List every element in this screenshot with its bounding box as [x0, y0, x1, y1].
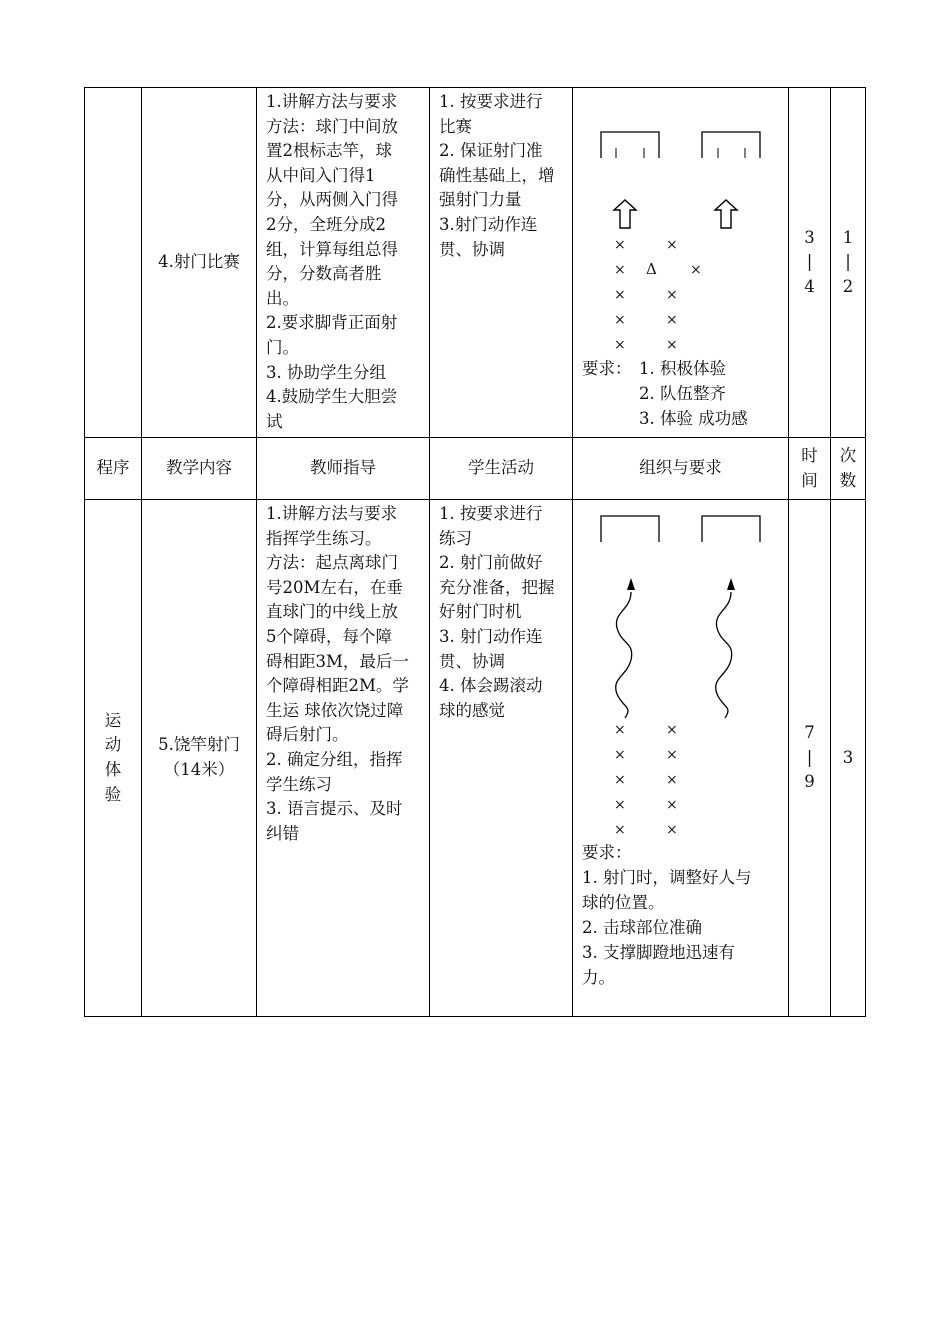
- teacher-line: 4.鼓励学生大胆尝: [266, 387, 398, 407]
- requirement-item: 2. 击球部位准确: [582, 918, 702, 937]
- player-mark: ×: [666, 747, 678, 763]
- content-cell-2: [142, 500, 257, 1017]
- teacher-cell-1: [257, 88, 430, 438]
- header-time: [789, 438, 831, 500]
- teacher-line: 指挥学生练习。: [266, 528, 382, 548]
- student-line: 3.射门动作连: [439, 214, 538, 234]
- player-mark: ×: [614, 747, 626, 763]
- procedure-cell-2: [85, 500, 142, 1017]
- student-line: 1. 按要求进行: [439, 92, 543, 111]
- count-cell-1: [831, 88, 866, 438]
- student-line: 1. 按要求进行: [439, 504, 543, 523]
- count-cell-2: [831, 500, 866, 1017]
- org-cell-2: [573, 500, 789, 1017]
- teacher-line: 2分，全班分成2: [266, 214, 386, 234]
- requirement-item: 3. 支撑脚蹬地迅速有: [582, 943, 735, 962]
- goal-left: [601, 516, 659, 542]
- teacher-line: 碍后射门。: [266, 725, 349, 745]
- time-line: 3: [804, 227, 815, 247]
- row-shooting-match: [85, 88, 866, 438]
- row-dribble-shoot: [85, 500, 866, 1017]
- count-value: [831, 226, 865, 300]
- procedure-line: 动: [104, 735, 122, 755]
- header-procedure: 程序: [85, 438, 142, 500]
- content-text: （14米）: [163, 760, 235, 779]
- arrow-up-icon: [614, 200, 636, 228]
- requirement-label: 要求：: [582, 843, 632, 862]
- header-org: 组织与要求: [573, 438, 789, 500]
- procedure-cell-1: [85, 88, 142, 438]
- teacher-line: 门。: [266, 337, 299, 357]
- count-line: 2: [842, 276, 854, 296]
- count-line: 3: [842, 747, 854, 767]
- student-line: 确性基础上，增: [439, 165, 555, 185]
- time-cell-2: [789, 500, 831, 1017]
- requirement-item: 1. 积极体验: [639, 359, 726, 378]
- teacher-guidance: [257, 500, 429, 846]
- time-value: [789, 226, 830, 300]
- student-line: 4. 体会踢滚动: [439, 676, 543, 696]
- content-cell-1: [142, 88, 257, 438]
- student-line: 球的感觉: [439, 700, 505, 720]
- teacher-line: 方法：起点离球门: [266, 553, 398, 573]
- header-content: 教学内容: [142, 438, 257, 500]
- player-mark: ×: [690, 262, 702, 278]
- student-line: 练习: [439, 528, 472, 548]
- player-mark: ×: [614, 237, 626, 253]
- goal-right: [702, 132, 760, 158]
- teacher-line: 生运 球依次饶过障: [266, 700, 404, 720]
- content-text: 4.射门比赛: [158, 252, 240, 272]
- teacher-guidance: [257, 88, 429, 434]
- teacher-line: 学生练习: [266, 774, 332, 794]
- player-mark: ×: [666, 797, 678, 813]
- teacher-line: 直球门的中线上放: [266, 602, 398, 622]
- student-line: 充分准备，把握: [439, 577, 555, 597]
- student-cell-2: [430, 500, 573, 1017]
- player-mark: ×: [666, 312, 678, 328]
- student-line: 贯、协调: [439, 651, 505, 671]
- teacher-line: 2. 确定分组，指挥: [266, 749, 403, 769]
- requirement-item: 2. 队伍整齐: [639, 384, 726, 403]
- player-mark: ×: [666, 822, 678, 838]
- teacher-line: 试: [266, 411, 283, 431]
- student-line: 2. 射门前做好: [439, 553, 543, 573]
- org-cell-1: [573, 88, 789, 438]
- teacher-line: 3. 协助学生分组: [266, 362, 386, 382]
- student-activity: [430, 500, 572, 723]
- teacher-line: 分，从两侧入门得: [266, 190, 398, 210]
- count-line: 1: [842, 227, 854, 247]
- time-line: |: [806, 747, 813, 767]
- arrow-up-icon: [715, 200, 737, 228]
- header-student: 学生活动: [430, 438, 573, 500]
- requirement-item: 力。: [582, 968, 615, 987]
- player-mark: ×: [666, 237, 678, 253]
- student-line: 比赛: [439, 116, 472, 136]
- arrow-head-icon: [727, 578, 735, 590]
- time-line: 7: [804, 723, 815, 743]
- procedure-line: 验: [104, 784, 122, 804]
- player-mark: ×: [614, 262, 626, 278]
- player-mark: ×: [614, 312, 626, 328]
- player-mark: ×: [666, 772, 678, 788]
- time-line: |: [806, 252, 813, 272]
- teacher-line: 出。: [266, 288, 299, 308]
- formation-diagram-2: [573, 500, 789, 1016]
- player-mark: ×: [666, 287, 678, 303]
- player-mark: ×: [614, 287, 626, 303]
- teacher-line: 1.讲解方法与要求: [266, 504, 398, 523]
- player-mark: ×: [666, 722, 678, 738]
- time-line: 9: [804, 772, 815, 792]
- teacher-line: 号20M左右，在垂: [266, 577, 403, 597]
- count-line: |: [845, 252, 851, 272]
- procedure-text: [85, 709, 141, 807]
- header-time-line: 时: [801, 445, 818, 465]
- teacher-line: 组，计算每组总得: [266, 239, 398, 259]
- header-time-line: 间: [801, 470, 818, 490]
- header-count: [831, 438, 866, 500]
- formation-diagram-1: [573, 88, 789, 437]
- teacher-line: 置2根标志竿，球: [266, 141, 392, 161]
- teacher-line: 2.要求脚背正面射: [266, 313, 398, 333]
- teacher-line: 个障碍相距2M。学: [266, 676, 409, 696]
- player-mark: ×: [614, 822, 626, 838]
- teacher-cell-2: [257, 500, 430, 1017]
- requirement-item: 3. 体验 成功感: [639, 409, 748, 428]
- procedure-line: 体: [104, 760, 122, 779]
- time-cell-1: [789, 88, 831, 438]
- player-mark: ×: [614, 772, 626, 788]
- dribble-path-left: [616, 592, 632, 718]
- count-value: [831, 746, 865, 771]
- student-line: 好射门时机: [439, 602, 522, 622]
- teacher-line: 5个障碍，每个障: [266, 626, 392, 646]
- student-cell-1: [430, 88, 573, 438]
- teacher-line: 纠错: [266, 823, 299, 843]
- content-text: 5.饶竿射门: [158, 735, 240, 755]
- goal-right: [702, 516, 760, 542]
- requirement-item: 球的位置。: [582, 893, 665, 912]
- student-line: 贯、协调: [439, 239, 505, 259]
- teacher-line: 1.讲解方法与要求: [266, 92, 398, 111]
- player-mark: ×: [614, 337, 626, 353]
- teacher-line: 分，分数高者胜: [266, 264, 382, 284]
- time-value: [789, 721, 830, 795]
- student-line: 2. 保证射门准: [439, 141, 543, 161]
- student-activity: [430, 88, 572, 262]
- procedure-line: 运: [104, 710, 122, 730]
- header-row: [85, 438, 866, 500]
- player-mark: ×: [666, 337, 678, 353]
- teacher-line: 从中间入门得1: [266, 165, 376, 185]
- requirement-item: 1. 射门时，调整好人与: [582, 868, 752, 887]
- header-teacher: 教师指导: [257, 438, 430, 500]
- teacher-line: 方法：球门中间放: [266, 116, 398, 136]
- time-line: 4: [804, 276, 815, 296]
- header-count-line: 次: [839, 445, 857, 465]
- dribble-path-right: [716, 592, 732, 718]
- header-count-line: 数: [839, 470, 857, 490]
- teacher-mark: Δ: [646, 260, 657, 278]
- lesson-plan-table: [84, 87, 866, 1017]
- player-mark: ×: [614, 722, 626, 738]
- teacher-line: 碍相距3M，最后一: [266, 651, 409, 671]
- goal-left: [601, 132, 659, 158]
- teacher-line: 3. 语言提示、及时: [266, 799, 403, 819]
- player-mark: ×: [614, 797, 626, 813]
- student-line: 3. 射门动作连: [439, 626, 543, 646]
- arrow-head-icon: [627, 578, 635, 590]
- student-line: 强射门力量: [439, 190, 522, 210]
- requirement-label: 要求：: [582, 359, 632, 378]
